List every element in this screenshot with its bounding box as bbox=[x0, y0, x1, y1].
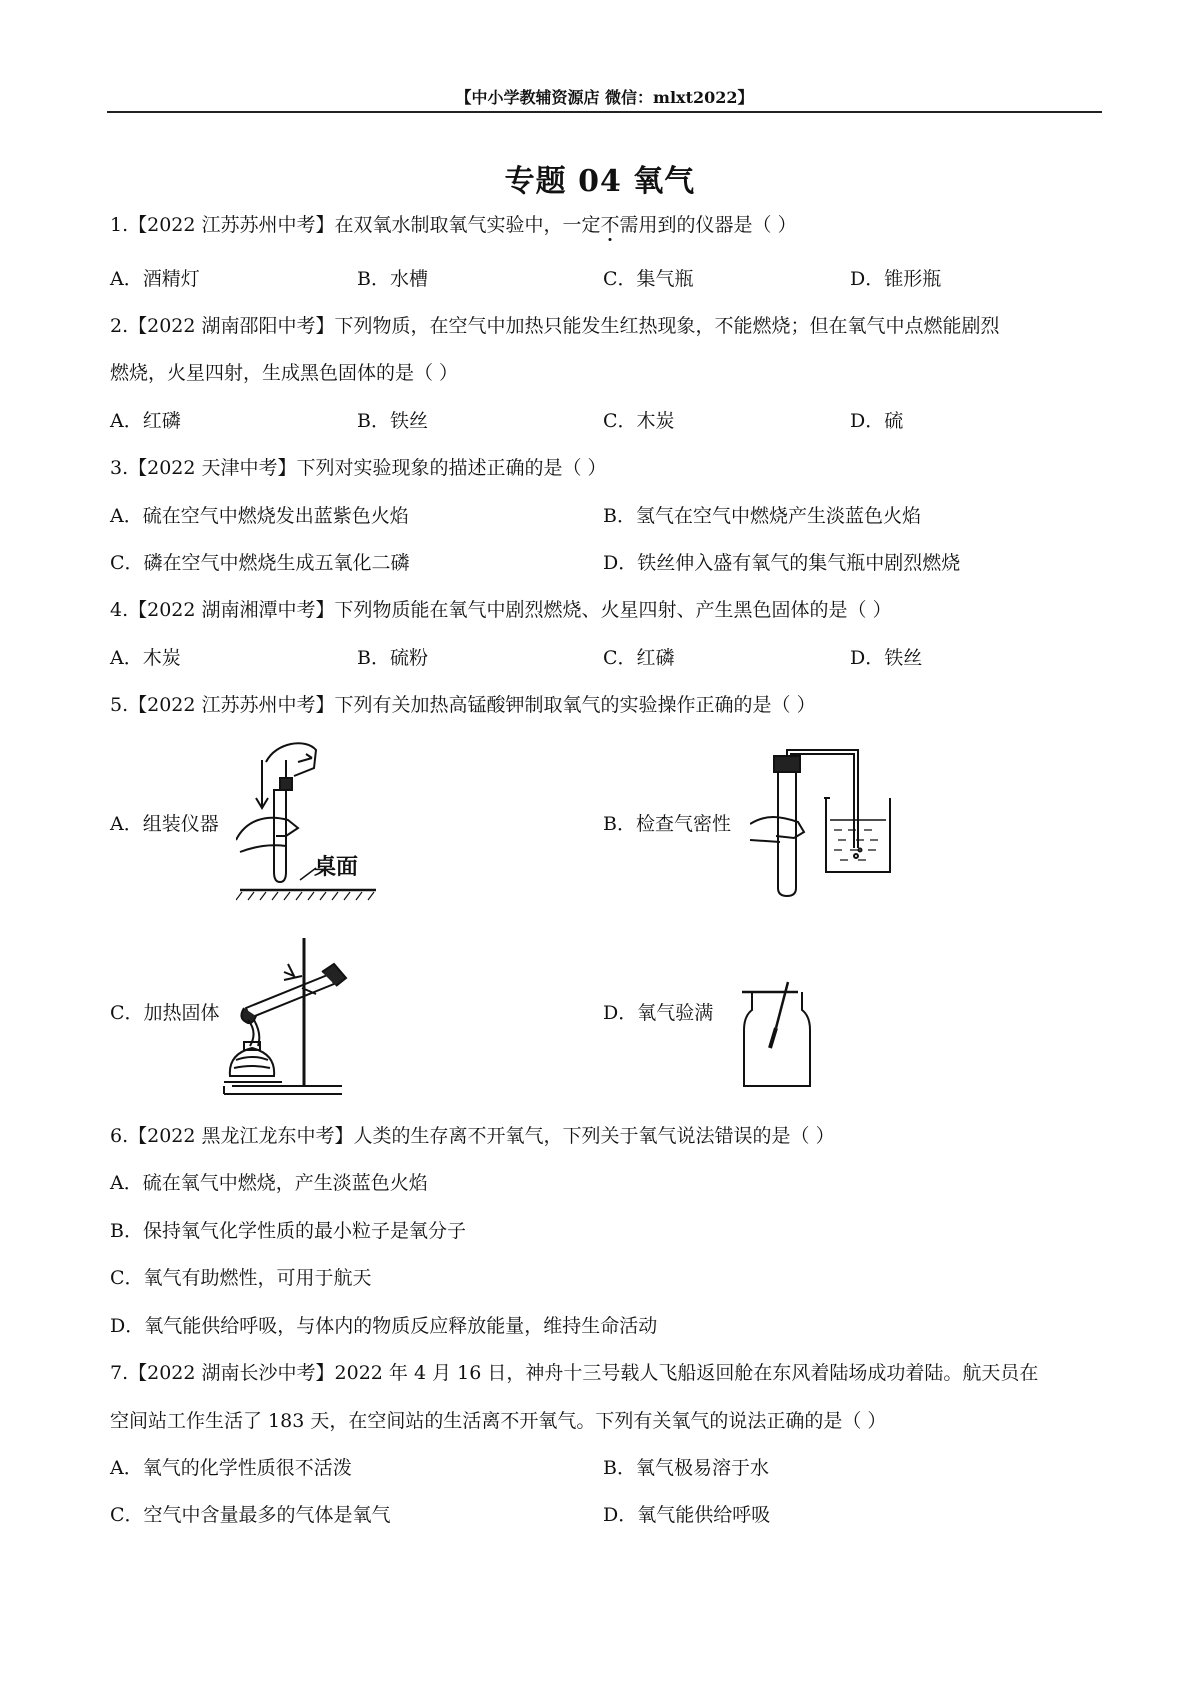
q3-option-d: D．铁丝伸入盛有氧气的集气瓶中剧烈燃烧 bbox=[603, 552, 961, 574]
q2-option-a: A．红磷 bbox=[110, 410, 181, 432]
q1-option-c: C．集气瓶 bbox=[603, 268, 694, 290]
q6-option-c: C．氧气有助燃性，可用于航天 bbox=[110, 1267, 372, 1289]
question-3-stem: 3.【2022 天津中考】下列对实验现象的描述正确的是（ ） bbox=[110, 457, 607, 479]
q3-option-a: A．硫在空气中燃烧发出蓝紫色火焰 bbox=[110, 505, 409, 527]
page-header: 【中小学教辅资源店 微信：mlxt2022】 bbox=[455, 88, 754, 107]
q4-option-a: A．木炭 bbox=[110, 647, 181, 669]
assemble-apparatus-figure bbox=[236, 740, 376, 902]
question-6-stem: 6.【2022 黑龙江龙东中考】人类的生存离不开氧气，下列关于氧气说法错误的是（ ） bbox=[110, 1125, 835, 1147]
q1-option-b: B．水槽 bbox=[357, 268, 428, 290]
q5-option-d: D．氧气验满 bbox=[603, 1002, 714, 1024]
q1-option-d: D．锥形瓶 bbox=[850, 268, 942, 290]
q3-option-b: B．氢气在空气中燃烧产生淡蓝色火焰 bbox=[603, 505, 921, 527]
q4-option-b: B．硫粉 bbox=[357, 647, 428, 669]
q6-option-d: D．氧气能供给呼吸，与体内的物质反应释放能量，维持生命活动 bbox=[110, 1315, 658, 1337]
question-4-stem: 4.【2022 湖南湘潭中考】下列物质能在氧气中剧烈燃烧、火星四射、产生黑色固体的是（ ） bbox=[110, 599, 892, 621]
q7-option-b: B．氧气极易溶于水 bbox=[603, 1457, 769, 1479]
q7-option-a: A．氧气的化学性质很不活泼 bbox=[110, 1457, 352, 1479]
q4-option-c: C．红磷 bbox=[603, 647, 675, 669]
q5-option-c: C．加热固体 bbox=[110, 1002, 220, 1024]
q2-option-c: C．木炭 bbox=[603, 410, 675, 432]
airtightness-check-figure bbox=[750, 748, 910, 898]
question-2-stem-line-1: 2.【2022 湖南邵阳中考】下列物质，在空气中加热只能发生红热现象，不能燃烧；但在氧气中点燃能剧烈 bbox=[110, 315, 1000, 337]
oxygen-full-test-figure bbox=[740, 970, 830, 1090]
desk-label: 桌面 bbox=[314, 855, 359, 880]
page-title: 专题 04 氧气 bbox=[504, 164, 696, 199]
q3-option-c: C．磷在空气中燃烧生成五氧化二磷 bbox=[110, 552, 410, 574]
q5-option-a: A．组装仪器 bbox=[110, 813, 219, 835]
heating-solid-figure bbox=[222, 936, 372, 1096]
q2-option-b: B．铁丝 bbox=[357, 410, 428, 432]
header-divider bbox=[107, 111, 1102, 113]
question-7-stem-line-2: 空间站工作生活了 183 天，在空间站的生活离不开氧气。下列有关氧气的说法正确的是（ ） bbox=[110, 1410, 887, 1432]
question-2-stem-line-2: 燃烧，火星四射，生成黑色固体的是（ ） bbox=[110, 362, 459, 384]
q2-option-d: D．硫 bbox=[850, 410, 904, 432]
q6-option-a: A．硫在氧气中燃烧，产生淡蓝色火焰 bbox=[110, 1172, 428, 1194]
q4-option-d: D．铁丝 bbox=[850, 647, 923, 669]
q7-option-d: D．氧气能供给呼吸 bbox=[603, 1504, 771, 1526]
question-7-stem-line-1: 7.【2022 湖南长沙中考】2022 年 4 月 16 日，神舟十三号载人飞船返回舱在东风着陆场成功着陆。航天员在 bbox=[110, 1362, 1039, 1384]
emphasis-mark: 不 bbox=[600, 214, 620, 236]
q6-option-b: B．保持氧气化学性质的最小粒子是氧分子 bbox=[110, 1220, 466, 1242]
question-1-stem: 1.【2022 江苏苏州中考】在双氧水制取氧气实验中，一定不需用到的仪器是（ ） bbox=[110, 214, 797, 236]
q1-option-a: A．酒精灯 bbox=[110, 268, 200, 290]
q7-option-c: C．空气中含量最多的气体是氧气 bbox=[110, 1504, 391, 1526]
q5-option-b: B．检查气密性 bbox=[603, 813, 731, 835]
question-5-stem: 5.【2022 江苏苏州中考】下列有关加热高锰酸钾制取氧气的实验操作正确的是（ ） bbox=[110, 694, 816, 716]
